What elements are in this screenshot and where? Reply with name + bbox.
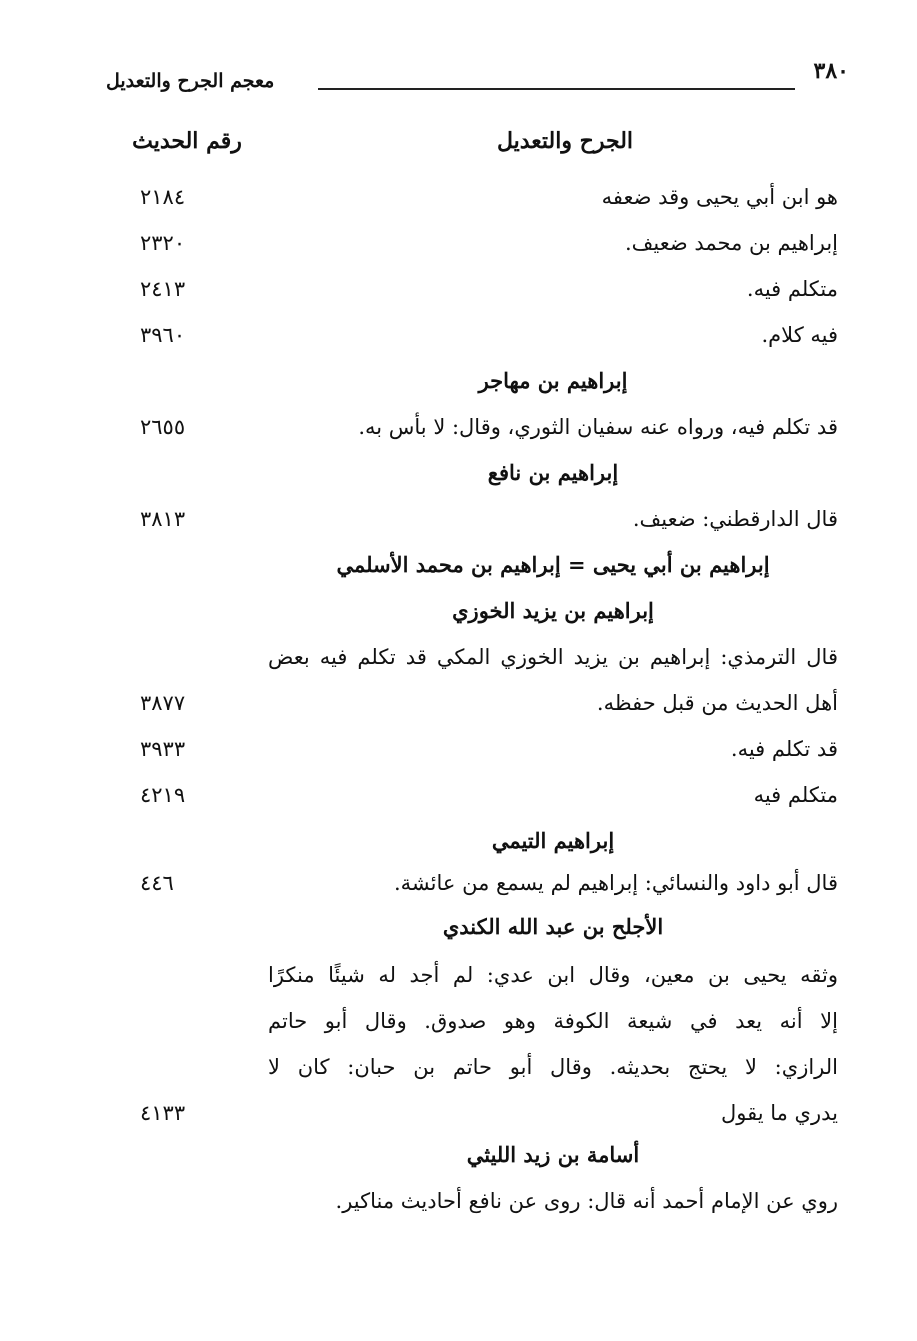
hadith-number: ٤٤٦ (140, 871, 174, 895)
narrator-name: إبراهيم بن أبي يحيى = إبراهيم بن محمد الأسلمي (336, 552, 770, 577)
hadith-number: ٣٩٣٣ (140, 737, 186, 761)
entry-text: أهل الحديث من قبل حفظه. (596, 691, 838, 715)
hadith-number: ٣٨٧٧ (140, 691, 186, 715)
hadith-number: ٤١٣٣ (140, 1101, 186, 1125)
entry-text: قد تكلم فيه، ورواه عنه سفيان الثوري، وقال: لا بأس به. (358, 415, 838, 439)
narrator-name: أسامة بن زيد الليثي (466, 1142, 640, 1167)
page-number: ٣٨٠ (813, 58, 849, 84)
column-heading-main: الجرح والتعديل (496, 128, 634, 154)
hadith-number: ٢٤١٣ (140, 277, 186, 301)
entry-text: قال أبو داود والنسائي: إبراهيم لم يسمع من عائشة. (393, 871, 838, 895)
entry-text: متكلم فيه (753, 783, 838, 807)
book-title: معجم الجرح والتعديل (106, 70, 275, 92)
narrator-name: إبراهيم بن نافع (487, 460, 619, 485)
hadith-number: ٤٢١٩ (140, 783, 186, 807)
entry-text: فيه كلام. (761, 323, 838, 347)
column-heading-number: رقم الحديث (132, 128, 242, 154)
entry-text: إلا أنه يعد في شيعة الكوفة وهو صدوق. وقال أبو حاتم (268, 1009, 838, 1033)
narrator-name: إبراهيم بن يزيد الخوزي (452, 598, 654, 623)
header-rule (318, 88, 795, 90)
entry-text: قال الترمذي: إبراهيم بن يزيد الخوزي المكي قد تكلم فيه بعض (268, 645, 838, 669)
entry-text: إبراهيم بن محمد ضعيف. (624, 231, 838, 255)
entry-text: روي عن الإمام أحمد أنه قال: روى عن نافع أحاديث مناكير. (335, 1189, 838, 1213)
hadith-number: ٢٣٢٠ (140, 231, 186, 255)
narrator-name: الأجلح بن عبد الله الكندي (442, 914, 664, 939)
entry-text: متكلم فيه. (746, 277, 838, 301)
entry-text: الرازي: لا يحتج بحديثه. وقال أبو حاتم بن حبان: كان لا (268, 1055, 838, 1079)
hadith-number: ٣٩٦٠ (140, 323, 186, 347)
entry-text: هو ابن أبي يحيى وقد ضعفه (601, 185, 838, 209)
hadith-number: ٢١٨٤ (140, 185, 186, 209)
entry-text: يدري ما يقول (720, 1101, 838, 1125)
narrator-name: إبراهيم التيمي (491, 828, 615, 853)
entry-text: وثقه يحيى بن معين، وقال ابن عدي: لم أجد له شيئًا منكرًا (268, 963, 838, 987)
hadith-number: ٢٦٥٥ (140, 415, 186, 439)
entry-text: قال الدارقطني: ضعيف. (632, 507, 838, 531)
hadith-number: ٣٨١٣ (140, 507, 186, 531)
entry-text: قد تكلم فيه. (730, 737, 838, 761)
narrator-name: إبراهيم بن مهاجر (478, 368, 628, 393)
